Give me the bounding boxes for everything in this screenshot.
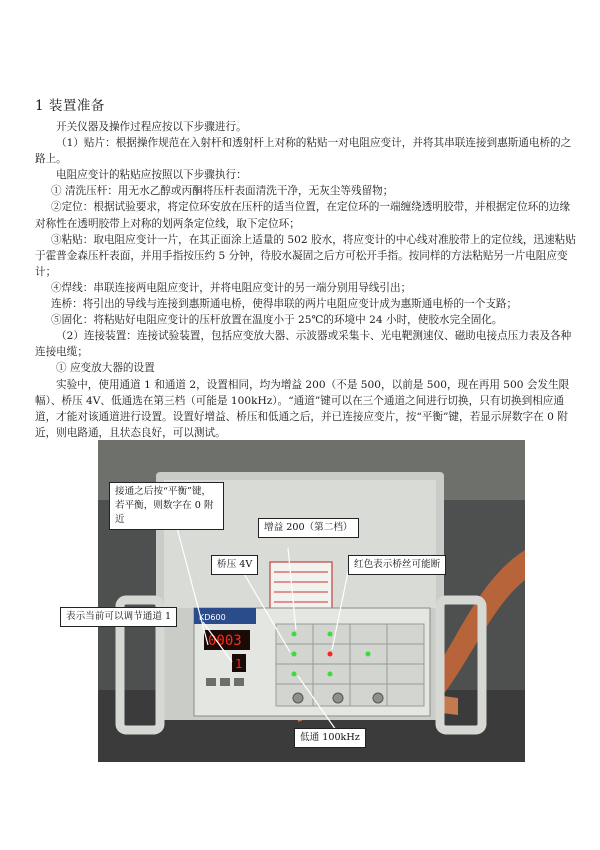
bnc-connector [333, 693, 343, 703]
callout-gain: 增益 200（第二档） [258, 518, 359, 538]
callout-channel: 表示当前可以调节通道 1 [60, 607, 177, 627]
lowpass-indicator [292, 672, 297, 677]
bnc-connector [373, 693, 383, 703]
paragraph-cure: ⑤固化：将粘贴好电阻应变计的压杆放置在温度小于 25℃的环境中 24 小时，使胶水完全固化。 [51, 314, 503, 327]
paragraph-solder: ④焊线：串联连接两电阻应变计，并将电阻应变计的另一端分别用导线引出； [51, 281, 412, 294]
panel-button[interactable] [206, 678, 216, 686]
paragraph-intro: 开关仪器及操作过程应按以下步骤进行。 [56, 121, 247, 133]
body-text [35, 119, 577, 441]
paragraph-clean: ① 清洗压杆：用无水乙醇或丙酮将压杆表面清洗干净，无灰尘等残留物； [51, 185, 394, 198]
section-heading: 1 装置准备 [35, 98, 105, 114]
channel-display-value: 1 [235, 657, 243, 671]
gain-indicator [292, 632, 297, 637]
bridge-indicator-red [328, 652, 333, 657]
callout-lowpass: 低通 100kHz [294, 728, 366, 748]
paragraph-step-patch: （1）贴片：根据操作规范在入射杆和透射杆上对称的粘贴一对电阻应变计，并将其串联连接到惠斯通电桥的之路上。 [35, 137, 572, 166]
lowpass-indicator [328, 672, 333, 677]
callout-balance: 接通之后按“平衡”键，若平衡，则数字在 0 附近 [109, 482, 224, 530]
paragraph-patch-steps: 电阻应变计的粘贴应按照以下步骤执行： [56, 169, 247, 182]
led-display-value: 0003 [208, 633, 242, 649]
bridge-indicator [292, 652, 297, 657]
paragraph-amp-settings: 实验中，使用通道 1 和通道 2，设置相同，均为增益 200（不是 500，以前是 500，现在再用 500 会发生限幅）、桥压 4V、低通选在第三档（可能是 100kHz）。“通道”键可以在三个通道之间进行切换，只有切换到相应通道，才能对该通道进行设置。设置好增益、桥压和低通之后，并已连接应变片，按“平衡”键，若显示屏数字在 0 附近，则电路通，且状态良好，可以测试。 [35, 378, 570, 439]
amplifier-photo [66, 440, 525, 762]
callout-bridge-voltage: 桥压 4V [211, 555, 258, 575]
paragraph-amp-title: ① 应变放大器的设置 [56, 362, 155, 375]
status-indicator [366, 652, 371, 657]
gain-indicator [328, 632, 333, 637]
panel-button[interactable] [220, 678, 230, 686]
callout-red-light: 红色表示桥丝可能断 [348, 555, 446, 575]
paragraph-position: ②定位：根据试验要求，将定位环安放在压杆的适当位置，在定位环的一端缠绕透明胶带，并根据定位环的边缘对称性在透明胶带上对称的划两条定位线，取下定位环； [35, 201, 571, 230]
paragraph-bridge: 连桥：将引出的导线与连接到惠斯通电桥，使得串联的两片电阻应变计成为惠斯通电桥的一个支路； [51, 298, 518, 311]
paragraph-connect: （2）连接装置：连接试验装置，包括应变放大器、示波器或采集卡、光电靶测速仪、磁助电接点压力表及各种连接电缆； [35, 330, 572, 359]
bnc-connector [293, 693, 303, 703]
paragraph-paste: ③粘贴：取电阻应变计一片，在其正面涂上适量的 502 胶水，将应变计的中心线对准胶带上的定位线，迅速粘贴于霍普金森压杆表面，并用手指按压约 5 分钟，待胶水凝固之后方可松开手指。按同样的方法粘贴另一片电阻应变计； [35, 233, 576, 278]
panel-button[interactable] [234, 678, 244, 686]
device-label: KD600 [199, 613, 226, 622]
